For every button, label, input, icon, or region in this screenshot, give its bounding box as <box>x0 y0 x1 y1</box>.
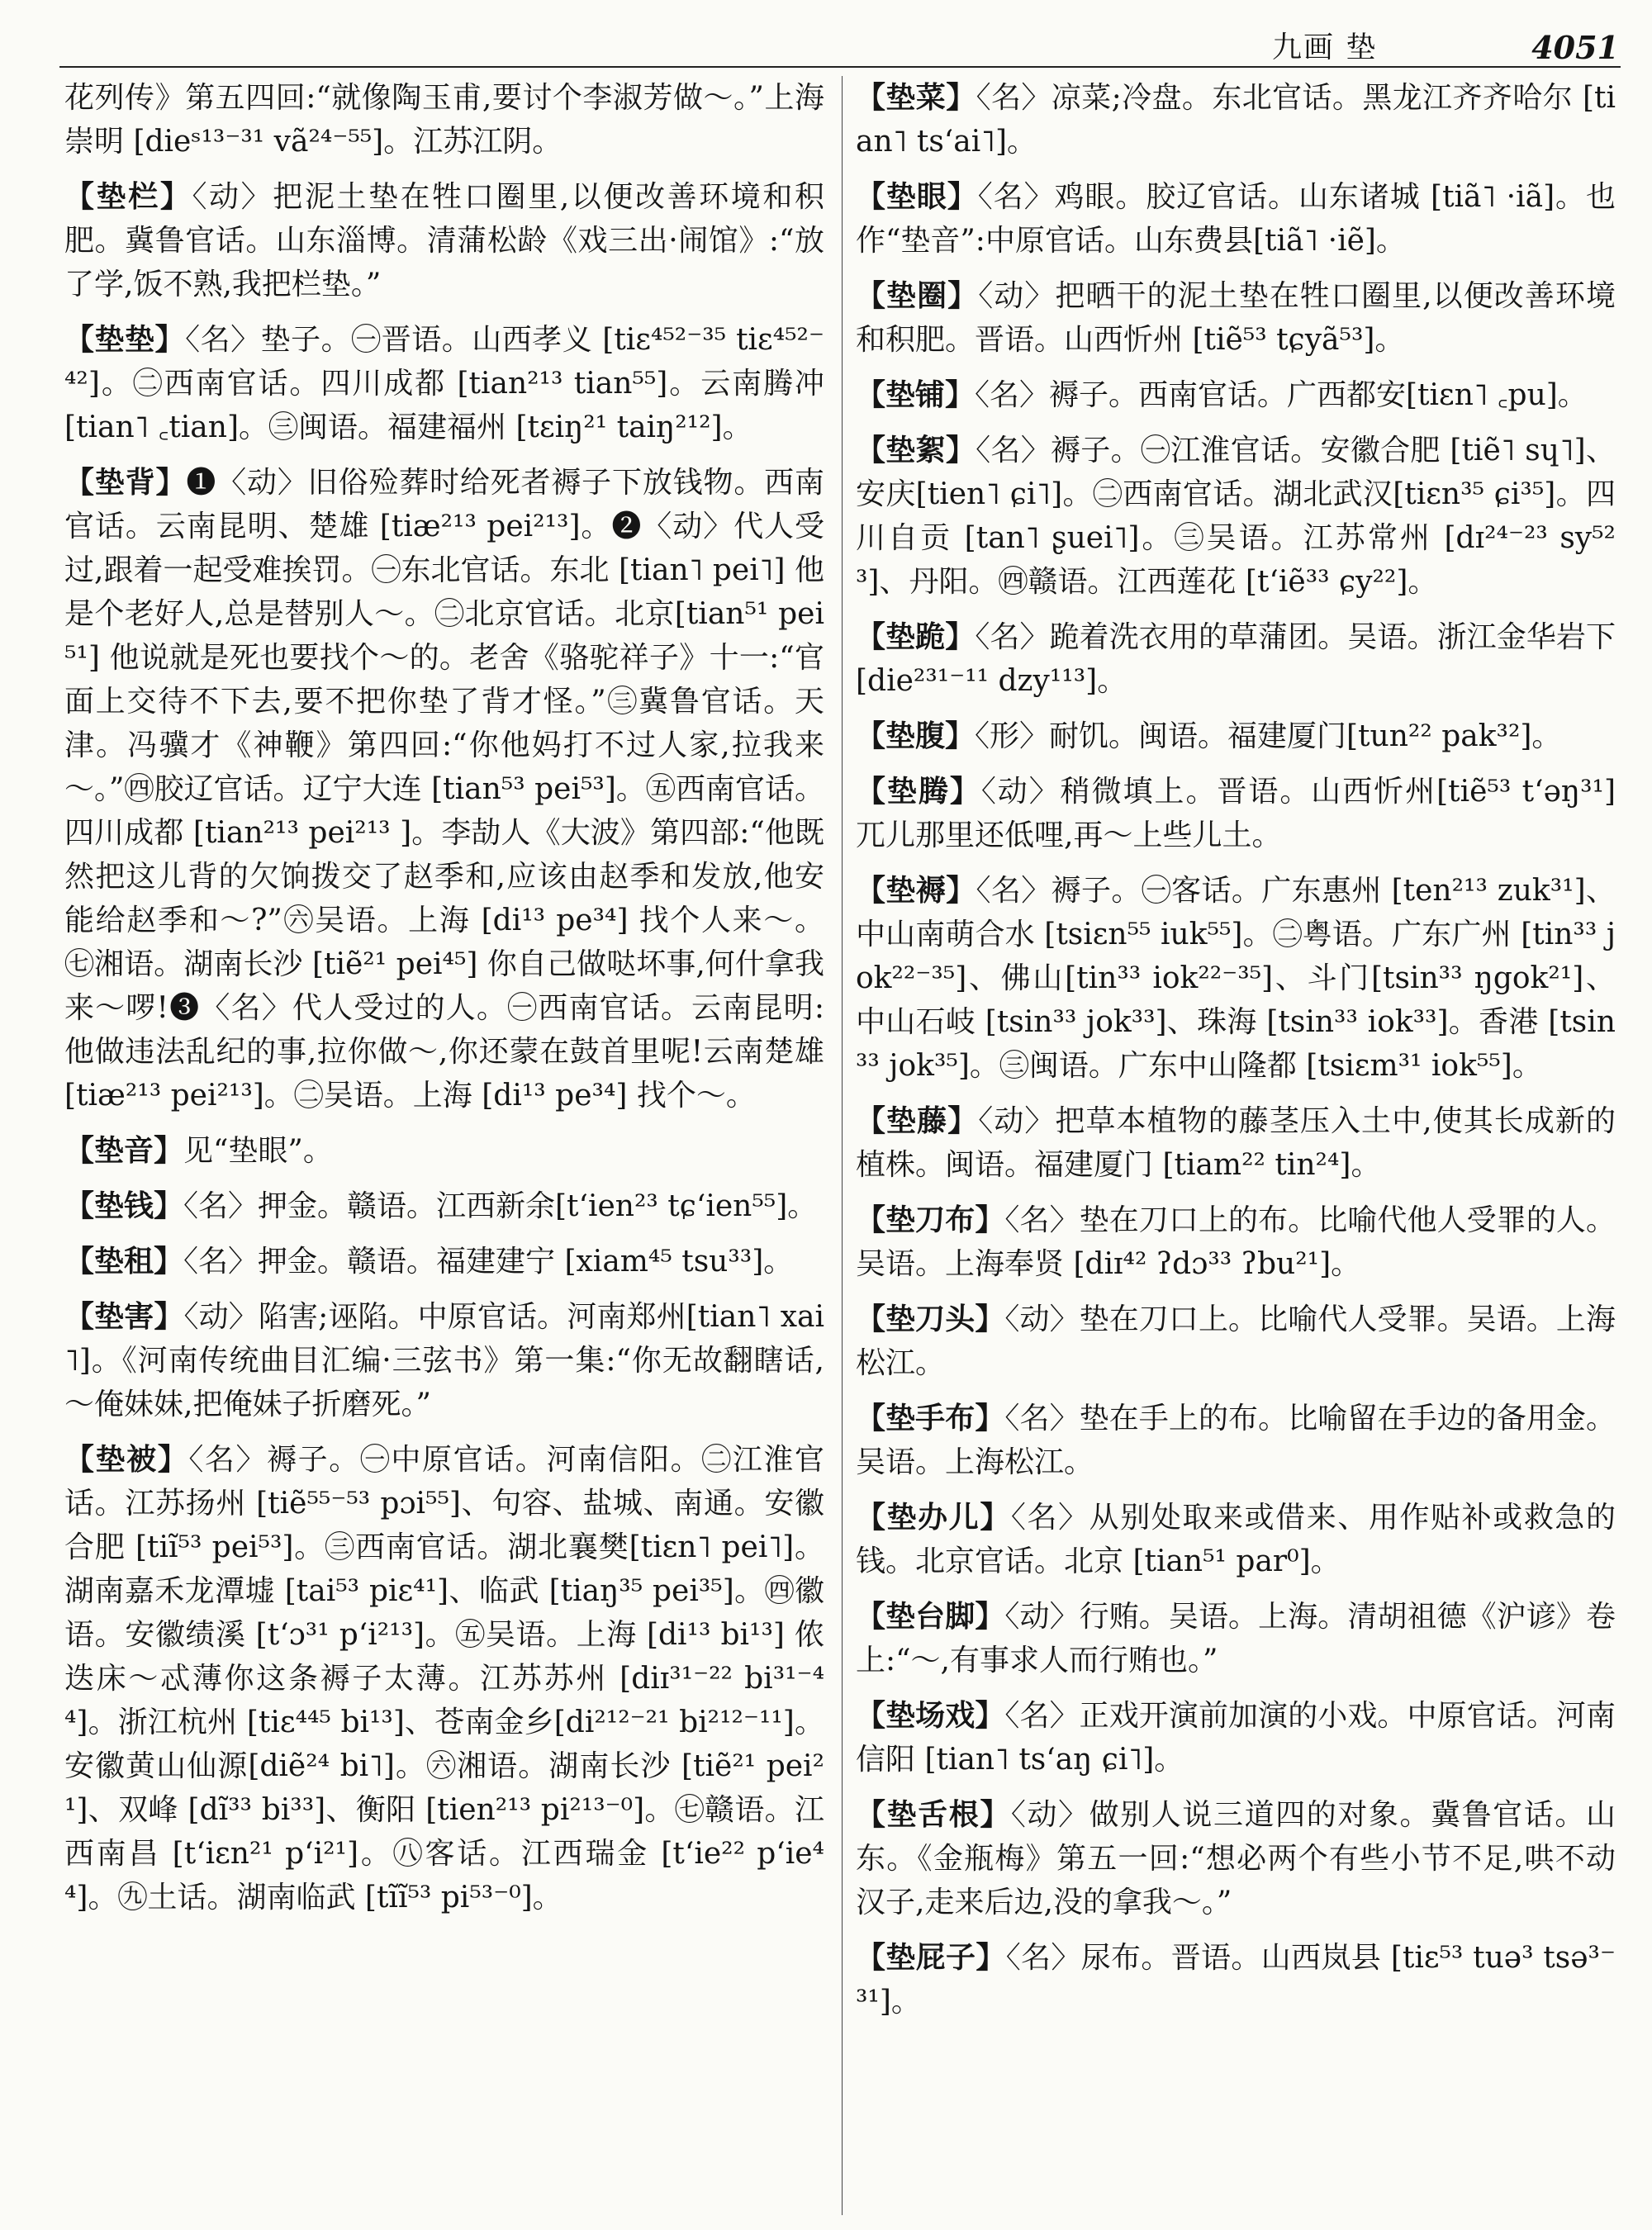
entry-headword: 【垫背】 <box>64 465 187 500</box>
entry-definition: 〈名〉正戏开演前加演的小戏。中原官话。河南信阳 [tian˥ tsʻaŋ ɕi˥]。 <box>856 1699 1616 1777</box>
column-divider <box>842 76 843 2215</box>
entry-definition: 〈名〉褥子。㊀客话。广东惠州 [ten²¹³ zuk³¹]、中山南萌合水 [tsiɛn⁵⁵ iuk⁵⁵]。㊁粤语。广东广州 [tin³³ jok²²⁻³⁵]、佛山[tin³³ iok²²⁻³⁵]、斗门[tsin³³ ŋgok²¹]、中山石岐 [tsin³³ jok³³]、珠海 [tsin³³ iok³³]。香港 [tsin³³ jok³⁵]。㊂闽语。广东中山隆都 [tsiɛm³¹ iok⁵⁵]。 <box>856 874 1616 1083</box>
entry-headword: 【垫刀布】 <box>856 1203 1005 1237</box>
dictionary-entry <box>856 76 1616 164</box>
dictionary-entry <box>64 1129 824 1173</box>
entry-definition: 〈动〉垫在刀口上。比喻代人受罪。吴语。上海松江。 <box>856 1302 1616 1380</box>
dictionary-entry <box>856 869 1616 1088</box>
entry-definition: 〈名〉褥子。西南官话。广西都安[tiɛn˥ ꜀pu]。 <box>975 378 1588 412</box>
entry-headword: 【垫栏】 <box>64 179 192 214</box>
dictionary-entry <box>856 1397 1616 1484</box>
entry-headword: 【垫办儿】 <box>856 1500 1011 1535</box>
entry-headword: 【垫钱】 <box>64 1189 184 1223</box>
dictionary-entry <box>856 615 1616 703</box>
entry-definition: 见“垫眼”。 <box>183 1134 333 1168</box>
entry-headword: 【垫眼】 <box>856 179 978 214</box>
dictionary-entry <box>64 1184 824 1228</box>
dictionary-entry <box>856 1496 1616 1583</box>
entry-definition: 〈动〉把晒干的泥土垫在牲口圈里,以便改善环境和积肥。晋语。山西忻州 [tiẽ⁵³ tɕyã⁵³]。 <box>856 279 1616 357</box>
entry-headword: 【垫垫】 <box>64 322 186 357</box>
entry-headword: 【垫屁子】 <box>856 1940 1006 1975</box>
entry-definition: 〈名〉褥子。㊀中原官话。河南信阳。㊁江淮官话。江苏扬州 [tiẽ⁵⁵⁻⁵³ pɔi⁵⁵]、句容、盐城、南通。安徽合肥 [tiĩ⁵³ pei⁵³]。㊂西南官话。湖北襄樊[tiɛn˥ pei˥]。湖南嘉禾龙潭墟 [tai⁵³ piɛ⁴¹]、临武 [tiaŋ³⁵ pei³⁵]。㊃徽语。安徽绩溪 [tʻɔ³¹ pʻi²¹³]。㊄吴语。上海 [di¹³ bi¹³] 侬迭床～忒薄你这条褥子太薄。江苏苏州 [diɪ³¹⁻²² bi³¹⁻⁴⁴]。浙江杭州 [tiɛ⁴⁴⁵ bi¹³]、苍南金乡[di²¹²⁻²¹ bi²¹²⁻¹¹]。安徽黄山仙源[diẽ²⁴ bi˥]。㊅湘语。湖南长沙 [tiẽ²¹ pei²¹]、双峰 [dĩ³³ bi³³]、衡阳 [tien²¹³ pi²¹³⁻⁰]。㊆赣语。江西南昌 [tʻiɛn²¹ pʻi²¹]。㊇客话。江西瑞金 [tʻie²² pʻie⁴⁴]。㊈土话。湖南临武 [tĩĩ⁵³ pi⁵³⁻⁰]。 <box>64 1443 824 1914</box>
dictionary-entry <box>64 1295 824 1426</box>
entry-definition: 〈名〉褥子。㊀江淮官话。安徽合肥 [tiẽ˥ sɥ˥]、安庆[tien˥ ɕi˥]。㊁西南官话。湖北武汉[tiɛn³⁵ ɕi³⁵]。四川自贡 [tan˥ ʂuei˥]。㊂吴语。江苏常州 [dɪ²⁴⁻²³ sy⁵²³]、丹阳。㊃赣语。江西莲花 [tʻiẽ³³ ɕy²²]。 <box>856 434 1616 599</box>
entry-definition: 〈动〉陷害;诬陷。中原官话。河南郑州[tian˥ xai˥]。《河南传统曲目汇编·三弦书》第一集:“你无故翻瞎话,～俺妹妹,把俺妹子折磨死。” <box>64 1300 824 1421</box>
entry-headword: 【垫腹】 <box>856 719 976 753</box>
entry-headword: 【垫菜】 <box>856 80 976 115</box>
entry-headword: 【垫跪】 <box>856 619 976 654</box>
dictionary-entry <box>856 1198 1616 1286</box>
dictionary-entry <box>64 318 824 449</box>
entry-definition: 〈动〉把泥土垫在牲口圈里,以便改善环境和积肥。冀鲁官话。山东淄博。清蒲松龄《戏三出·闹馆》:“放了学,饭不熟,我把栏垫。” <box>64 180 824 301</box>
entry-definition: 〈名〉垫子。㊀晋语。山西孝义 [tiɛ⁴⁵²⁻³⁵ tiɛ⁴⁵²⁻⁴²]。㊁西南官话。四川成都 [tian²¹³ tian⁵⁵]。云南腾冲 [tian˥ ꜀tian]。㊂闽语。福建福州 [tɛiŋ²¹ taiŋ²¹²]。 <box>64 323 824 444</box>
entry-definition: 〈名〉凉菜;冷盘。东北官话。黑龙江齐齐哈尔 [tian˥ tsʻai˥]。 <box>856 81 1616 159</box>
entry-definition: 〈名〉押金。赣语。江西新余[tʻien²³ tɕʻien⁵⁵]。 <box>183 1189 818 1223</box>
entry-headword: 【垫腾】 <box>856 774 981 809</box>
left-column <box>64 76 824 2223</box>
dictionary-entry <box>64 1240 824 1283</box>
entry-headword: 【垫台脚】 <box>856 1599 1005 1634</box>
entry-definition: 〈名〉从别处取来或借来、用作贴补或救急的钱。北京官话。北京 [tian⁵¹ par⁰]。 <box>856 1501 1616 1578</box>
entry-definition: 〈动〉稍微填上。晋语。山西忻州[tiẽ⁵³ tʻəŋ³¹] 兀儿那里还低哩,再～上些儿土。 <box>856 775 1616 852</box>
dictionary-entry <box>856 1793 1616 1924</box>
entry-definition: 〈动〉把草本植物的藤茎压入土中,使其长成新的植株。闽语。福建厦门 [tiam²² tin²⁴]。 <box>856 1104 1616 1182</box>
section-title: 九画 垫 <box>1272 31 1378 64</box>
entry-headword: 【垫褥】 <box>856 873 976 908</box>
dictionary-entry <box>856 429 1616 604</box>
entry-definition: 〈动〉行贿。吴语。上海。清胡祖德《沪谚》卷上:“～,有事求人而行贿也。” <box>856 1600 1616 1677</box>
entry-definition: 〈形〉耐饥。闽语。福建厦门[tun²² pak³²]。 <box>975 719 1562 753</box>
entry-headword: 【垫被】 <box>64 1442 189 1477</box>
entry-definition: 〈名〉鸡眼。胶辽官话。山东诸城 [tiã˥ ·iã]。也作“垫音”:中原官话。山东费县[tiã˥ ·iẽ]。 <box>856 180 1616 258</box>
running-header <box>1272 0 1619 66</box>
entry-definition: ❶〈动〉旧俗殓葬时给死者褥子下放钱物。西南官话。云南昆明、楚雄 [tiæ²¹³ pei²¹³]。❷〈动〉代人受过,跟着一起受难挨罚。㊀东北官话。东北 [tian˥ pei˥] 他是个老好人,总是替别人～。㊁北京官话。北京[tian⁵¹ pei⁵¹] 他说就是死也要找个～的。老舍《骆驼祥子》十一:“官面上交待不下去,要不把你垫了背才怪。”㊂冀鲁官话。天津。冯骥才《神鞭》第四回:“你他妈打不过人家,拉我来～。”㊃胶辽官话。辽宁大连 [tian⁵³ pei⁵³]。㊄西南官话。四川成都 [tian²¹³ pei²¹³ ]。李劼人《大波》第四部:“他既然把这儿背的欠饷拨交了赵季和,应该由赵季和发放,他安能给赵季和～?”㊅吴语。上海 [di¹³ pe³⁴] 找个人来～。㊆湘语。湖南长沙 [tiẽ²¹ pei⁴⁵] 你自己做哒坏事,何什拿我来～啰!❸〈名〉代人受过的人。㊀西南官话。云南昆明:他做违法乱纪的事,拉你做～,你还蒙在鼓首里呢!云南楚雄 [tiæ²¹³ pei²¹³]。㊁吴语。上海 [di¹³ pe³⁴] 找个～。 <box>64 466 824 1113</box>
dictionary-entry <box>856 714 1616 758</box>
entry-headword: 【垫絮】 <box>856 433 976 467</box>
dictionary-entry <box>64 1438 824 1919</box>
dictionary-entry <box>856 373 1616 417</box>
dictionary-entry <box>856 1298 1616 1385</box>
continued-text: 花列传》第五四回:“就像陶玉甫,要讨个李淑芳做～。”上海崇明 [dieˢ¹³⁻³¹ vã²⁴⁻⁵⁵]。江苏江阴。 <box>64 81 824 159</box>
entry-headword: 【垫藤】 <box>856 1103 979 1138</box>
entry-definition: 〈名〉押金。赣语。福建建宁 [xiam⁴⁵ tsu³³]。 <box>183 1245 794 1279</box>
entry-definition: 〈名〉垫在手上的布。比喻留在手边的备用金。吴语。上海松江。 <box>856 1402 1616 1479</box>
dictionary-entry <box>64 175 824 306</box>
entry-definition: 〈动〉做别人说三道四的对象。冀鲁官话。山东。《金瓶梅》第五一回:“想必两个有些小节不足,哄不动汉子,走来后边,没的拿我～。” <box>856 1798 1616 1919</box>
right-column <box>856 76 1616 2223</box>
entry-headword: 【垫刀头】 <box>856 1302 1005 1336</box>
dictionary-entry <box>856 1694 1616 1782</box>
entry-headword: 【垫手布】 <box>856 1401 1005 1435</box>
dictionary-entry <box>856 770 1616 857</box>
entry-headword: 【垫租】 <box>64 1244 184 1279</box>
entry-headword: 【垫圈】 <box>856 278 979 313</box>
dictionary-entry <box>856 1099 1616 1187</box>
entry-headword: 【垫音】 <box>64 1133 184 1168</box>
entry-headword: 【垫铺】 <box>856 377 976 412</box>
entry-definition: 〈名〉跪着洗衣用的草蒲团。吴语。浙江金华岩下 [die²³¹⁻¹¹ dzy¹¹³]。 <box>856 620 1616 698</box>
dictionary-entry <box>64 461 824 1117</box>
entry-definition: 〈名〉垫在刀口上的布。比喻代他人受罪的人。吴语。上海奉贤 [diɪ⁴² ʔdɔ³³ ʔbu²¹]。 <box>856 1203 1616 1281</box>
dictionary-entry <box>856 274 1616 362</box>
dictionary-entry <box>856 1936 1616 2024</box>
entry-definition: 〈名〉尿布。晋语。山西岚县 [tiɛ⁵³ tuə³ tsə³⁻³¹]。 <box>856 1941 1616 2019</box>
page-number: 4051 <box>1531 29 1619 66</box>
entry-headword: 【垫场戏】 <box>856 1698 1005 1733</box>
entry-headword: 【垫舌根】 <box>856 1797 1011 1832</box>
dictionary-entry <box>856 175 1616 263</box>
dictionary-entry <box>856 1595 1616 1682</box>
header-rule <box>59 66 1621 68</box>
entry-headword: 【垫害】 <box>64 1299 184 1334</box>
